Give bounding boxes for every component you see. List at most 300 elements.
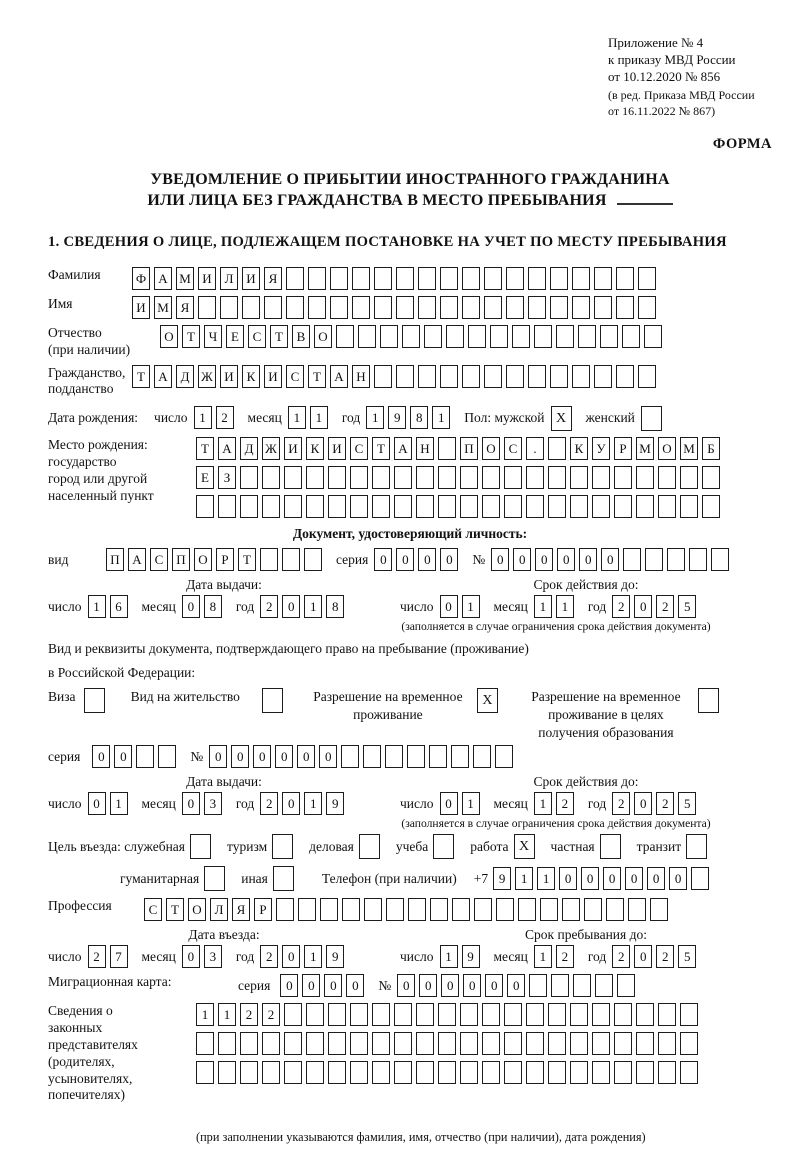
char-cell[interactable]: Д [176, 365, 194, 388]
char-cell[interactable]: 0 [440, 792, 458, 815]
res-series-input[interactable] [92, 745, 180, 768]
char-cell[interactable]: 1 [534, 595, 552, 618]
char-cell[interactable] [504, 1061, 522, 1084]
char-cell[interactable] [262, 1061, 280, 1084]
char-cell[interactable]: 0 [114, 745, 132, 768]
char-cell[interactable]: 2 [556, 945, 574, 968]
char-cell[interactable] [374, 365, 392, 388]
char-cell[interactable]: 7 [110, 945, 128, 968]
char-cell[interactable] [438, 1061, 456, 1084]
char-cell[interactable] [636, 1003, 654, 1026]
char-cell[interactable] [218, 1032, 236, 1055]
char-cell[interactable] [328, 1003, 346, 1026]
stay-year[interactable] [612, 945, 700, 968]
char-cell[interactable] [350, 495, 368, 518]
char-cell[interactable] [386, 898, 404, 921]
char-cell[interactable]: Т [196, 437, 214, 460]
doc-number-input[interactable] [491, 548, 733, 571]
birth-place-row-1[interactable] [196, 437, 724, 460]
char-cell[interactable] [460, 495, 478, 518]
char-cell[interactable] [438, 1003, 456, 1026]
char-cell[interactable]: 1 [196, 1003, 214, 1026]
char-cell[interactable] [711, 548, 729, 571]
char-cell[interactable] [548, 437, 566, 460]
char-cell[interactable] [196, 1061, 214, 1084]
entry-year[interactable] [260, 945, 348, 968]
char-cell[interactable]: 5 [678, 595, 696, 618]
char-cell[interactable] [698, 688, 719, 713]
char-cell[interactable] [592, 466, 610, 489]
char-cell[interactable]: Д [240, 437, 258, 460]
char-cell[interactable] [372, 495, 390, 518]
char-cell[interactable]: 0 [319, 745, 337, 768]
char-cell[interactable]: А [154, 267, 172, 290]
char-cell[interactable]: Ж [262, 437, 280, 460]
char-cell[interactable]: 9 [326, 945, 344, 968]
char-cell[interactable]: С [350, 437, 368, 460]
char-cell[interactable]: X [551, 406, 572, 431]
char-cell[interactable]: 1 [310, 406, 328, 429]
char-cell[interactable]: П [172, 548, 190, 571]
char-cell[interactable]: . [526, 437, 544, 460]
char-cell[interactable] [526, 1032, 544, 1055]
char-cell[interactable]: 0 [440, 595, 458, 618]
char-cell[interactable] [506, 296, 524, 319]
char-cell[interactable] [284, 466, 302, 489]
char-cell[interactable] [359, 834, 380, 859]
char-cell[interactable]: С [248, 325, 266, 348]
char-cell[interactable] [594, 267, 612, 290]
char-cell[interactable]: 1 [440, 945, 458, 968]
char-cell[interactable]: X [514, 834, 535, 859]
char-cell[interactable] [617, 974, 635, 997]
char-cell[interactable]: Я [176, 296, 194, 319]
mc-series-input[interactable] [280, 974, 368, 997]
char-cell[interactable] [686, 834, 707, 859]
char-cell[interactable]: 1 [304, 792, 322, 815]
temp-residence-checkbox[interactable] [477, 688, 502, 713]
char-cell[interactable] [433, 834, 454, 859]
char-cell[interactable]: В [292, 325, 310, 348]
char-cell[interactable]: 0 [88, 792, 106, 815]
char-cell[interactable]: 0 [491, 548, 509, 571]
char-cell[interactable] [702, 466, 720, 489]
char-cell[interactable]: 0 [182, 945, 200, 968]
char-cell[interactable] [336, 325, 354, 348]
char-cell[interactable]: 1 [304, 595, 322, 618]
char-cell[interactable]: Т [238, 548, 256, 571]
char-cell[interactable] [407, 745, 425, 768]
char-cell[interactable] [394, 466, 412, 489]
char-cell[interactable]: 2 [240, 1003, 258, 1026]
char-cell[interactable] [284, 1032, 302, 1055]
char-cell[interactable] [484, 267, 502, 290]
char-cell[interactable] [592, 495, 610, 518]
char-cell[interactable]: 0 [275, 745, 293, 768]
char-cell[interactable] [572, 267, 590, 290]
char-cell[interactable] [658, 1003, 676, 1026]
char-cell[interactable]: 2 [612, 595, 630, 618]
char-cell[interactable]: 0 [603, 867, 621, 890]
char-cell[interactable] [218, 1061, 236, 1084]
char-cell[interactable]: 0 [463, 974, 481, 997]
char-cell[interactable]: 2 [260, 792, 278, 815]
char-cell[interactable] [204, 866, 225, 891]
residence-permit-checkbox[interactable] [262, 688, 287, 713]
char-cell[interactable] [282, 548, 300, 571]
char-cell[interactable] [658, 1061, 676, 1084]
res-number-input[interactable] [209, 745, 517, 768]
char-cell[interactable] [284, 1061, 302, 1084]
char-cell[interactable] [572, 365, 590, 388]
char-cell[interactable] [496, 898, 514, 921]
res-valid-month[interactable] [534, 792, 578, 815]
char-cell[interactable] [352, 296, 370, 319]
char-cell[interactable] [396, 296, 414, 319]
char-cell[interactable] [272, 834, 293, 859]
char-cell[interactable]: Е [226, 325, 244, 348]
char-cell[interactable] [446, 325, 464, 348]
id-issue-month[interactable] [182, 595, 226, 618]
char-cell[interactable] [636, 466, 654, 489]
res-issue-day[interactable] [88, 792, 132, 815]
legal-reps-row-3[interactable] [196, 1061, 702, 1084]
char-cell[interactable] [350, 1032, 368, 1055]
char-cell[interactable] [680, 466, 698, 489]
char-cell[interactable] [273, 866, 294, 891]
char-cell[interactable] [460, 1032, 478, 1055]
char-cell[interactable] [408, 898, 426, 921]
char-cell[interactable] [396, 365, 414, 388]
id-valid-month[interactable] [534, 595, 578, 618]
char-cell[interactable]: 1 [515, 867, 533, 890]
char-cell[interactable] [306, 495, 324, 518]
char-cell[interactable] [416, 495, 434, 518]
char-cell[interactable] [262, 1032, 280, 1055]
citizenship-input[interactable] [132, 365, 660, 388]
char-cell[interactable]: 0 [302, 974, 320, 997]
char-cell[interactable] [614, 1003, 632, 1026]
char-cell[interactable]: И [132, 296, 150, 319]
char-cell[interactable] [424, 325, 442, 348]
char-cell[interactable] [592, 1003, 610, 1026]
char-cell[interactable] [372, 1032, 390, 1055]
char-cell[interactable]: А [154, 365, 172, 388]
id-valid-day[interactable] [440, 595, 484, 618]
char-cell[interactable] [550, 296, 568, 319]
char-cell[interactable] [240, 1061, 258, 1084]
char-cell[interactable]: К [306, 437, 324, 460]
purpose-work-checkbox[interactable] [514, 834, 539, 859]
char-cell[interactable] [468, 325, 486, 348]
res-valid-day[interactable] [440, 792, 484, 815]
char-cell[interactable] [622, 325, 640, 348]
char-cell[interactable]: 1 [304, 945, 322, 968]
temp-residence-edu-checkbox[interactable] [698, 688, 723, 713]
char-cell[interactable] [328, 1061, 346, 1084]
char-cell[interactable]: 1 [218, 1003, 236, 1026]
char-cell[interactable]: 1 [537, 867, 555, 890]
char-cell[interactable]: 2 [656, 945, 674, 968]
char-cell[interactable]: 2 [612, 945, 630, 968]
char-cell[interactable] [460, 1061, 478, 1084]
char-cell[interactable] [380, 325, 398, 348]
char-cell[interactable] [84, 688, 105, 713]
char-cell[interactable]: А [330, 365, 348, 388]
char-cell[interactable]: 0 [485, 974, 503, 997]
char-cell[interactable] [680, 1061, 698, 1084]
char-cell[interactable] [534, 325, 552, 348]
char-cell[interactable]: О [314, 325, 332, 348]
char-cell[interactable] [548, 495, 566, 518]
given-name-input[interactable] [132, 296, 660, 319]
char-cell[interactable] [570, 466, 588, 489]
char-cell[interactable]: 1 [534, 792, 552, 815]
char-cell[interactable] [308, 296, 326, 319]
char-cell[interactable]: С [144, 898, 162, 921]
res-issue-year[interactable] [260, 792, 348, 815]
char-cell[interactable] [460, 466, 478, 489]
char-cell[interactable] [136, 745, 154, 768]
char-cell[interactable]: 0 [282, 792, 300, 815]
char-cell[interactable]: 0 [231, 745, 249, 768]
visa-checkbox[interactable] [84, 688, 109, 713]
char-cell[interactable] [616, 296, 634, 319]
char-cell[interactable] [570, 1032, 588, 1055]
char-cell[interactable]: 0 [324, 974, 342, 997]
char-cell[interactable] [374, 296, 392, 319]
char-cell[interactable] [526, 495, 544, 518]
char-cell[interactable]: 6 [110, 595, 128, 618]
char-cell[interactable]: П [460, 437, 478, 460]
char-cell[interactable] [328, 1032, 346, 1055]
char-cell[interactable]: 1 [288, 406, 306, 429]
char-cell[interactable] [320, 898, 338, 921]
char-cell[interactable] [260, 548, 278, 571]
char-cell[interactable]: 0 [557, 548, 575, 571]
char-cell[interactable]: 0 [282, 595, 300, 618]
char-cell[interactable] [638, 267, 656, 290]
char-cell[interactable] [364, 898, 382, 921]
char-cell[interactable] [628, 898, 646, 921]
char-cell[interactable] [482, 466, 500, 489]
char-cell[interactable] [680, 495, 698, 518]
char-cell[interactable] [452, 898, 470, 921]
id-valid-year[interactable] [612, 595, 700, 618]
entry-day[interactable] [88, 945, 132, 968]
char-cell[interactable]: З [218, 466, 236, 489]
char-cell[interactable] [429, 745, 447, 768]
char-cell[interactable]: Ч [204, 325, 222, 348]
stay-day[interactable] [440, 945, 484, 968]
char-cell[interactable] [363, 745, 381, 768]
char-cell[interactable] [262, 688, 283, 713]
char-cell[interactable] [614, 495, 632, 518]
char-cell[interactable] [636, 495, 654, 518]
char-cell[interactable]: 2 [556, 792, 574, 815]
char-cell[interactable]: 0 [669, 867, 687, 890]
char-cell[interactable] [416, 1032, 434, 1055]
char-cell[interactable] [372, 466, 390, 489]
char-cell[interactable] [284, 495, 302, 518]
char-cell[interactable]: 2 [260, 945, 278, 968]
char-cell[interactable] [658, 1032, 676, 1055]
char-cell[interactable] [623, 548, 641, 571]
char-cell[interactable]: М [680, 437, 698, 460]
char-cell[interactable] [462, 267, 480, 290]
char-cell[interactable] [551, 974, 569, 997]
char-cell[interactable] [158, 745, 176, 768]
char-cell[interactable]: И [198, 267, 216, 290]
purpose-humanitarian-checkbox[interactable] [204, 866, 229, 891]
char-cell[interactable] [570, 1003, 588, 1026]
char-cell[interactable]: 0 [441, 974, 459, 997]
char-cell[interactable] [616, 365, 634, 388]
char-cell[interactable] [556, 325, 574, 348]
char-cell[interactable] [286, 267, 304, 290]
char-cell[interactable]: 0 [182, 792, 200, 815]
char-cell[interactable] [240, 1032, 258, 1055]
char-cell[interactable]: 2 [262, 1003, 280, 1026]
char-cell[interactable] [680, 1003, 698, 1026]
char-cell[interactable]: О [658, 437, 676, 460]
char-cell[interactable] [462, 296, 480, 319]
char-cell[interactable]: 0 [559, 867, 577, 890]
char-cell[interactable]: Я [264, 267, 282, 290]
purpose-business-checkbox[interactable] [359, 834, 384, 859]
char-cell[interactable]: 0 [601, 548, 619, 571]
char-cell[interactable] [418, 296, 436, 319]
char-cell[interactable]: С [150, 548, 168, 571]
char-cell[interactable]: 9 [493, 867, 511, 890]
char-cell[interactable] [394, 495, 412, 518]
char-cell[interactable] [641, 406, 662, 431]
char-cell[interactable] [306, 1003, 324, 1026]
char-cell[interactable] [526, 1003, 544, 1026]
char-cell[interactable]: Ж [198, 365, 216, 388]
char-cell[interactable] [440, 365, 458, 388]
char-cell[interactable]: Т [372, 437, 390, 460]
legal-reps-row-2[interactable] [196, 1032, 702, 1055]
char-cell[interactable]: И [220, 365, 238, 388]
char-cell[interactable] [482, 1003, 500, 1026]
purpose-other-checkbox[interactable] [273, 866, 298, 891]
char-cell[interactable] [702, 495, 720, 518]
char-cell[interactable] [658, 495, 676, 518]
char-cell[interactable] [394, 1003, 412, 1026]
char-cell[interactable] [504, 1003, 522, 1026]
birth-month-input[interactable] [288, 406, 332, 429]
char-cell[interactable] [606, 898, 624, 921]
char-cell[interactable]: 0 [346, 974, 364, 997]
char-cell[interactable] [438, 1032, 456, 1055]
char-cell[interactable] [196, 495, 214, 518]
char-cell[interactable] [600, 325, 618, 348]
char-cell[interactable]: 5 [678, 945, 696, 968]
char-cell[interactable] [342, 898, 360, 921]
char-cell[interactable] [306, 1032, 324, 1055]
res-valid-year[interactable] [612, 792, 700, 815]
legal-reps-row-1[interactable] [196, 1003, 702, 1026]
sex-male-checkbox[interactable] [551, 406, 576, 431]
char-cell[interactable] [548, 1032, 566, 1055]
purpose-official-checkbox[interactable] [190, 834, 215, 859]
char-cell[interactable]: 2 [88, 945, 106, 968]
char-cell[interactable]: У [592, 437, 610, 460]
char-cell[interactable]: Ф [132, 267, 150, 290]
char-cell[interactable]: 0 [535, 548, 553, 571]
char-cell[interactable] [594, 365, 612, 388]
char-cell[interactable] [350, 1003, 368, 1026]
char-cell[interactable]: О [188, 898, 206, 921]
char-cell[interactable]: 0 [634, 792, 652, 815]
char-cell[interactable] [562, 898, 580, 921]
char-cell[interactable]: 0 [396, 548, 414, 571]
birth-place-row-2[interactable] [196, 466, 724, 489]
char-cell[interactable] [418, 365, 436, 388]
char-cell[interactable] [595, 974, 613, 997]
char-cell[interactable] [594, 296, 612, 319]
char-cell[interactable] [328, 466, 346, 489]
char-cell[interactable] [584, 898, 602, 921]
char-cell[interactable] [529, 974, 547, 997]
char-cell[interactable] [416, 1061, 434, 1084]
char-cell[interactable]: 1 [462, 792, 480, 815]
char-cell[interactable] [460, 1003, 478, 1026]
char-cell[interactable]: Н [416, 437, 434, 460]
char-cell[interactable] [402, 325, 420, 348]
char-cell[interactable] [504, 495, 522, 518]
char-cell[interactable] [600, 834, 621, 859]
char-cell[interactable] [286, 296, 304, 319]
char-cell[interactable]: Н [352, 365, 370, 388]
char-cell[interactable] [242, 296, 260, 319]
char-cell[interactable]: 0 [419, 974, 437, 997]
char-cell[interactable]: К [242, 365, 260, 388]
char-cell[interactable]: А [218, 437, 236, 460]
char-cell[interactable] [328, 495, 346, 518]
char-cell[interactable]: С [286, 365, 304, 388]
char-cell[interactable] [440, 267, 458, 290]
surname-input[interactable] [132, 267, 660, 290]
char-cell[interactable]: 1 [534, 945, 552, 968]
char-cell[interactable] [330, 267, 348, 290]
char-cell[interactable] [490, 325, 508, 348]
char-cell[interactable]: 0 [579, 548, 597, 571]
char-cell[interactable]: Р [216, 548, 234, 571]
char-cell[interactable] [482, 495, 500, 518]
char-cell[interactable] [680, 1032, 698, 1055]
char-cell[interactable] [572, 296, 590, 319]
char-cell[interactable] [394, 1032, 412, 1055]
char-cell[interactable] [350, 1061, 368, 1084]
char-cell[interactable]: О [194, 548, 212, 571]
char-cell[interactable] [691, 867, 709, 890]
char-cell[interactable]: 0 [625, 867, 643, 890]
char-cell[interactable]: 3 [204, 792, 222, 815]
id-issue-day[interactable] [88, 595, 132, 618]
char-cell[interactable] [416, 1003, 434, 1026]
char-cell[interactable] [550, 365, 568, 388]
purpose-transit-checkbox[interactable] [686, 834, 711, 859]
phone-input[interactable] [493, 867, 713, 890]
char-cell[interactable]: X [477, 688, 498, 713]
char-cell[interactable]: Л [210, 898, 228, 921]
char-cell[interactable]: И [328, 437, 346, 460]
char-cell[interactable] [430, 898, 448, 921]
char-cell[interactable]: О [160, 325, 178, 348]
char-cell[interactable] [573, 974, 591, 997]
